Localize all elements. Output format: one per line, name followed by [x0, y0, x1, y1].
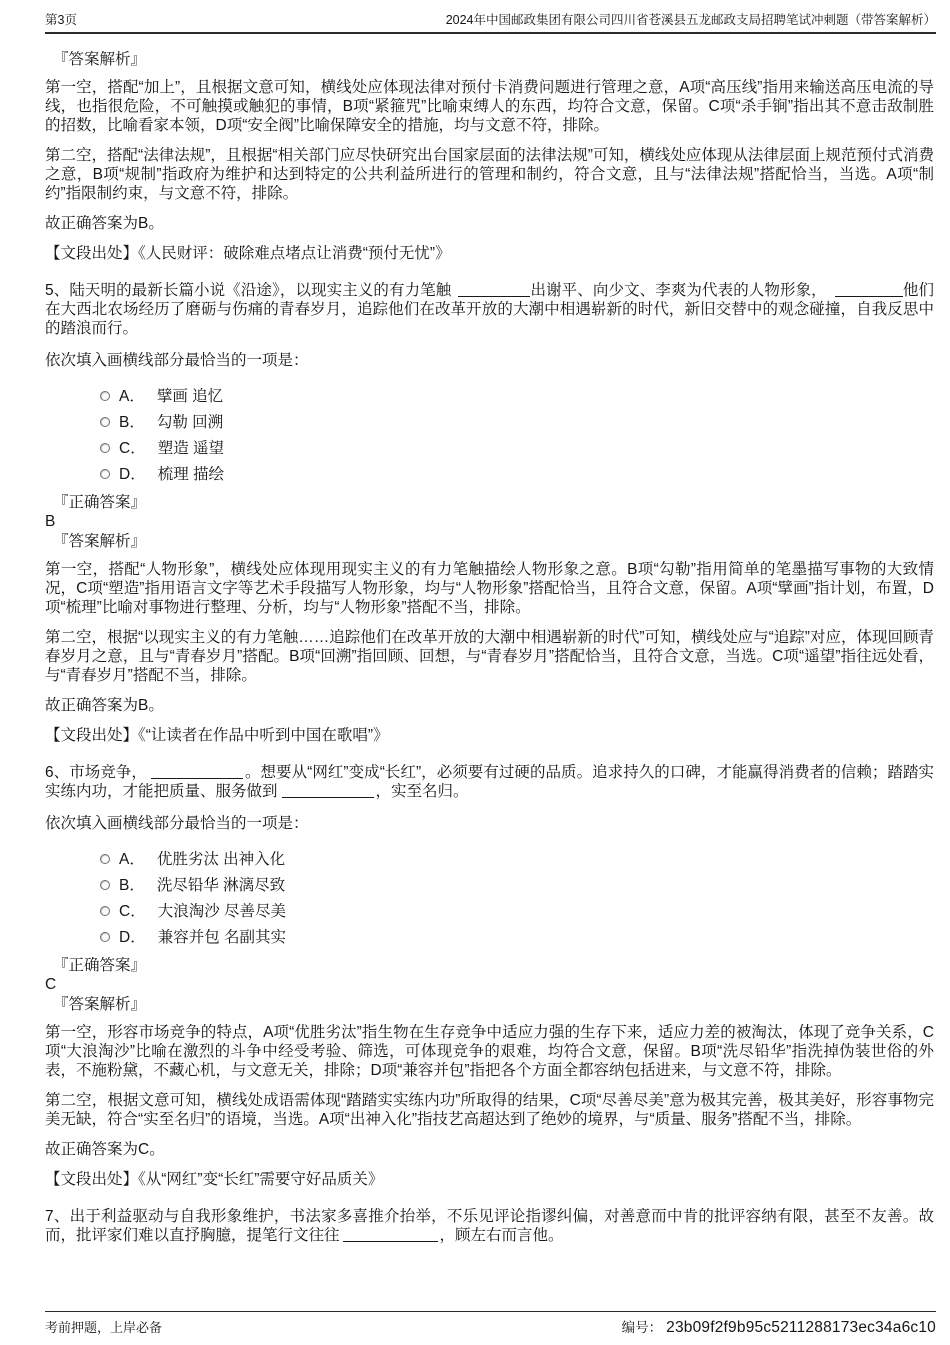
blank-underline	[835, 283, 903, 297]
document-content	[45, 50, 934, 1258]
analysis-paragraph: 第二空，根据文意可知，横线处成语需体现“踏踏实实练内功”所取得的结果，C项“尽善尽美”意为极其完善，极其美好，形容事物完美无缺，符合“实至名归”的语境，当选。A项“出神入化”指技艺高超达到了绝妙的境界，与“质量、服务”搭配不当，排除。	[45, 1092, 934, 1128]
option-letter: A．	[119, 387, 145, 405]
page-footer	[45, 1311, 936, 1337]
blank-underline	[458, 283, 530, 297]
correct-answer-label: 『正确答案』	[53, 494, 147, 511]
option-row-b[interactable]	[45, 872, 934, 898]
question-7-stem: 7、出于利益驱动与自我形象维护，书法家多喜推介抬举，不乐见评论指谬纠偏，对善意而中肯的批评容纳有限，甚至不友善。故而，批评家们难以直抒胸臆，提笔行文往往 ，顾左右而言他。	[45, 1208, 934, 1244]
answer-line: 故正确答案为B。	[45, 697, 164, 714]
analysis-paragraph: 第二空，搭配“法律法规”，且根据“相关部门应尽快研究出台国家层面的法律法规”可知，横线处应体现从法律层面上规范预付式消费之意，B项“规制”指政府为维护和达到特定的公共利益所进行的管理和制约，符合文意，且与“法律法规”搭配恰当，当选。A项“制约”指限制约束，与文意不符，排除。	[45, 147, 934, 202]
page-number: 第3页	[45, 13, 77, 27]
question-6-options	[45, 846, 934, 950]
option-text: 勾勒 回溯	[156, 413, 224, 431]
correct-answer-label: 『正确答案』	[53, 957, 147, 974]
radio-icon[interactable]	[100, 932, 110, 942]
correct-answer-value: C	[45, 976, 57, 993]
option-letter: A．	[119, 850, 145, 868]
footer-serial	[622, 1318, 936, 1337]
analysis-paragraph: 第二空，根据“以现实主义的有力笔触……追踪他们在改革开放的大潮中相遇崭新的时代”可知，横线处应与“追踪”对应，体现回顾青春岁月之意，且与“青春岁月”搭配。B项“回溯”指回顾、回想，与“青春岁月”搭配恰当，且符合文意，当选。C项“遥望”指往远处看，与“青春岁月”搭配不当，排除。	[45, 629, 934, 684]
option-row-c[interactable]	[45, 435, 934, 461]
option-text: 擘画 追忆	[156, 387, 224, 405]
option-row-a[interactable]	[45, 383, 934, 409]
document-title: 2024年中国邮政集团有限公司四川省苍溪县五龙邮政支局招聘笔试冲刺题（带答案解析）	[445, 13, 936, 27]
source-line: 【文段出处】《“让读者在作品中听到中国在歌唱”》	[45, 727, 389, 744]
radio-icon[interactable]	[100, 469, 110, 479]
page-header	[45, 13, 936, 34]
radio-icon[interactable]	[100, 854, 110, 864]
blank-underline	[151, 765, 243, 779]
blank-underline	[343, 1228, 438, 1242]
blank-underline	[282, 784, 374, 798]
option-row-b[interactable]	[45, 409, 934, 435]
question-number: 5、	[45, 282, 70, 299]
options-prompt: 依次填入画横线部分最恰当的一项是：	[45, 352, 309, 369]
radio-icon[interactable]	[100, 443, 110, 453]
option-text: 塑造 遥望	[157, 439, 225, 457]
question-number: 6、	[45, 764, 70, 781]
analysis-label: 『答案解析』	[53, 51, 147, 68]
question-5-options	[45, 383, 934, 487]
source-line: 【文段出处】《人民财评：破除难点堵点让消费“预付无忧”》	[45, 245, 451, 262]
serial-value: 23b09f2f9b95c5211288173ec34a6c10	[666, 1319, 936, 1336]
analysis-paragraph: 第一空，搭配“加上”，且根据文意可知，横线处应体现法律对预付卡消费问题进行管理之意，A项“高压线”指用来输送高压电流的导线，也指很危险，不可触摸或触犯的事情，B项“紧箍咒”比喻束缚人的东西，均符合文意，保留。C项“杀手锏”指出其不意击敌制胜的招数，比喻看家本领，D项“安全阀”比喻保障安全的措施，均与文意不符，排除。	[45, 79, 934, 134]
options-prompt: 依次填入画横线部分最恰当的一项是：	[45, 815, 309, 832]
correct-answer-value: B	[45, 513, 56, 530]
serial-label: 编号：	[621, 1320, 663, 1335]
option-text: 兼容并包 名副其实	[157, 928, 287, 946]
option-row-c[interactable]	[45, 898, 934, 924]
radio-icon[interactable]	[100, 880, 110, 890]
question-number: 7、	[45, 1208, 70, 1225]
option-text: 优胜劣汰 出神入化	[156, 850, 286, 868]
option-row-d[interactable]	[45, 461, 934, 487]
option-letter: D．	[119, 465, 146, 483]
analysis-label: 『答案解析』	[53, 996, 147, 1013]
source-line: 【文段出处】《从“网红”变“长红”需要守好品质关》	[45, 1171, 384, 1188]
radio-icon[interactable]	[100, 391, 110, 401]
option-letter: B．	[119, 876, 145, 894]
option-letter: C．	[119, 439, 146, 457]
answer-line: 故正确答案为B。	[45, 215, 164, 232]
option-letter: C．	[119, 902, 146, 920]
option-row-d[interactable]	[45, 924, 934, 950]
footer-slogan: 考前押题，上岸必备	[45, 1320, 163, 1335]
radio-icon[interactable]	[100, 906, 110, 916]
question-5-stem: 5、陆天明的最新长篇小说《沿途》，以现实主义的有力笔触 出谢平、向少文、李爽为代表的人物形象， 他们在大西北农场经历了磨砺与伤痛的青春岁月，追踪他们在改革开放的大潮中相遇崭新的时代，新旧交替中的观念碰撞，自我反思中的踏浪而行。	[45, 282, 934, 337]
option-text: 洗尽铅华 淋漓尽致	[156, 876, 286, 894]
option-text: 梳理 描绘	[157, 465, 225, 483]
option-letter: B．	[119, 413, 145, 431]
analysis-paragraph: 第一空，形容市场竞争的特点，A项“优胜劣汰”指生物在生存竞争中适应力强的生存下来，适应力差的被淘汰，体现了竞争关系，C项“大浪淘沙”比喻在激烈的斗争中经受考验、筛选，可体现竞争的艰难，均符合文意，保留。B项“洗尽铅华”指洗掉伪装世俗的外表，不施粉黛，不藏心机，与文意无关，排除；D项“兼容并包”指把各个方面全都容纳包括进来，与文意不符，排除。	[45, 1024, 934, 1079]
option-letter: D．	[119, 928, 146, 946]
analysis-paragraph: 第一空，搭配“人物形象”，横线处应体现用现实主义的有力笔触描绘人物形象之意。B项“勾勒”指用简单的笔墨描写事物的大致情况，C项“塑造”指用语言文字等艺术手段描写人物形象，均与“人物形象”搭配恰当，且符合文意，保留。A项“擘画”指计划，布置，D项“梳理”比喻对事物进行整理、分析，均与“人物形象”搭配不当，排除。	[45, 561, 934, 616]
analysis-label: 『答案解析』	[53, 533, 147, 550]
option-text: 大浪淘沙 尽善尽美	[157, 902, 287, 920]
radio-icon[interactable]	[100, 417, 110, 427]
question-6-stem: 6、市场竞争， 。想要从“网红”变成“长红”，必须要有过硬的品质。追求持久的口碑，才能赢得消费者的信赖；踏踏实实练内功，才能把质量、服务做到 ，实至名归。	[45, 764, 934, 800]
answer-line: 故正确答案为C。	[45, 1141, 165, 1158]
option-row-a[interactable]	[45, 846, 934, 872]
